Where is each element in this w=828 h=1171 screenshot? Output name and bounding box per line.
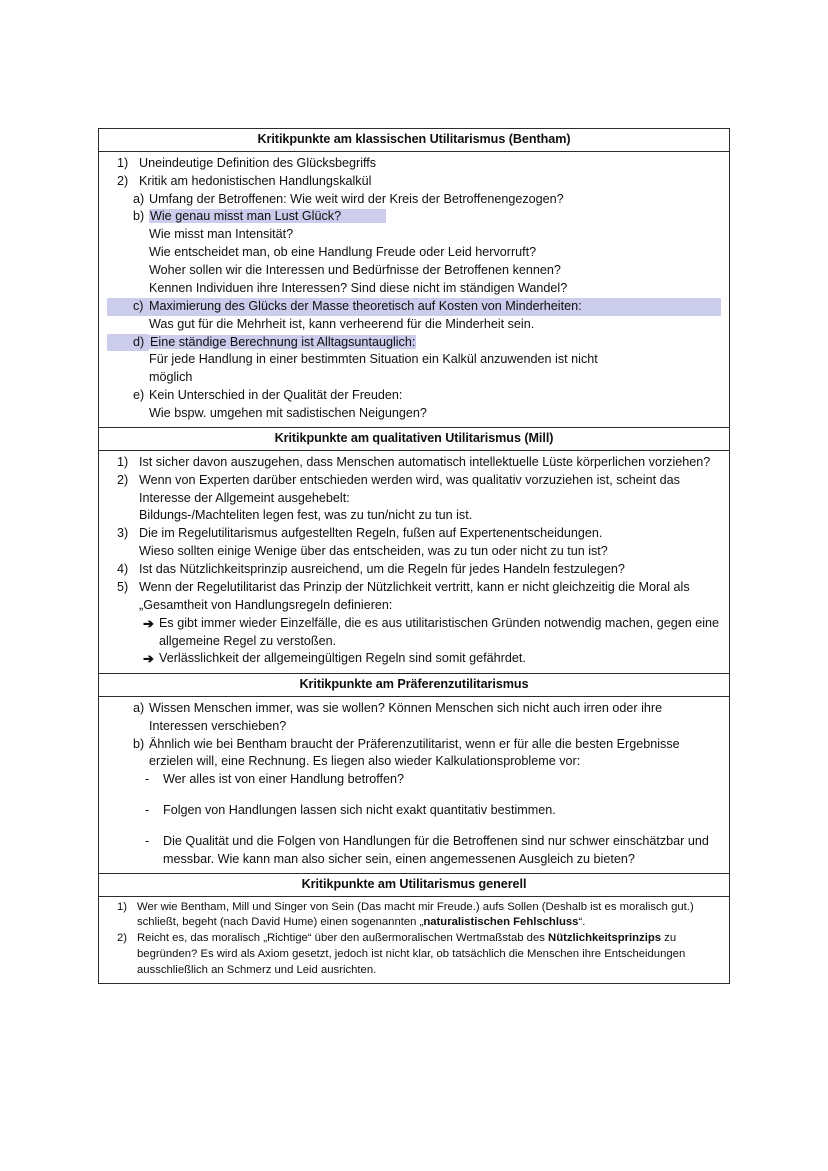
line: vorziehen? <box>648 454 711 469</box>
arrow-right-icon: ➔ <box>143 651 154 667</box>
line: moralisch gut.) schließt, begeht (nach David Hume) einen sogenannten „ <box>137 900 694 929</box>
line: Es gibt immer wieder Einzelfälle, die es aus utilitaristischen Gründen notwendig <box>159 615 602 630</box>
section-mill <box>99 428 729 674</box>
section-header-generell: Kritikpunkte am Utilitarismus generell <box>99 874 729 897</box>
list-item-highlighted <box>107 298 721 316</box>
list-item-dash <box>107 802 721 820</box>
line: zu begründen? Es wird als Axiom gesetzt, jedoch ist nicht klar, ob tatsächlich <box>137 932 677 961</box>
list-marker: b) <box>133 209 145 224</box>
section-body-mill <box>99 451 729 673</box>
line: Ist sicher davon auszugehen, dass Menschen automatisch intellektuelle Lüste körperlichen <box>139 454 646 469</box>
list-text: Ist das Nützlichkeitsprinzip ausreichend, um die Regeln für jedes Handeln festzulegen? <box>139 562 625 577</box>
section-generell <box>99 874 729 983</box>
list-text: Umfang der Betroffenen: Wie weit wird der Kreis der Betroffenengezogen? <box>149 191 564 206</box>
highlight-mark: Wie genau misst man Lust Glück? <box>150 209 342 224</box>
list-item <box>107 155 721 173</box>
list-item-highlighted <box>107 334 721 352</box>
list-text <box>149 208 721 226</box>
continuation-line: Bildungs-/Machteliten legen fest, was zu tun/nicht zu tun ist. <box>139 508 473 523</box>
list-text <box>139 472 721 508</box>
bold-term: naturalistischen <box>423 916 510 929</box>
section-body-bentham <box>99 152 729 427</box>
line: Ähnlich wie bei Bentham braucht der Präferenzutilitarist, wenn er für alle die besten <box>149 736 614 751</box>
list-marker: a) <box>133 700 145 715</box>
list-text: Maximierung des Glücks der Masse theoretisch auf Kosten von Minderheiten: <box>149 298 582 313</box>
line: Reicht es, das moralisch „Richtige“ über den außermoralischen Wertmaßstab des <box>137 932 545 945</box>
list-marker: 2) <box>117 932 128 945</box>
line: Ausgleich zu bieten? <box>518 851 635 866</box>
list-item <box>107 736 721 772</box>
continuation-line: Wieso sollten einige Wenige über das entscheiden, was zu tun oder nicht zu tun ist? <box>139 544 608 559</box>
list-marker: 2) <box>117 173 129 188</box>
line: einschätzbar und messbar. Wie kann man also sicher sein, einen angemessenen <box>163 834 709 866</box>
list-text: Uneindeutige Definition des Glücksbegriffs <box>139 155 377 170</box>
line: die Menschen ihre Entscheidungen ausschließlich an Schmerz und Leid ausrichten. <box>137 948 686 976</box>
list-text: Wer alles ist von einer Handlung betroffen? <box>163 772 405 787</box>
list-marker: b) <box>133 736 145 751</box>
continuation-line: Für jede Handlung in einer bestimmten Situation ein Kalkül anzuwenden ist nicht <box>149 352 598 367</box>
list-marker: 5) <box>117 579 129 594</box>
section-bentham <box>99 129 729 428</box>
list-item <box>107 387 721 405</box>
dash-marker: - <box>145 834 150 849</box>
highlight-mark: Eine ständige Berechnung ist Alltagsuntauglich: <box>150 334 416 349</box>
list-item <box>107 472 721 508</box>
dash-marker: - <box>145 772 150 787</box>
list-item-arrow <box>107 615 721 651</box>
line: machen, gegen eine allgemeine Regel zu verstoßen. <box>159 615 720 648</box>
list-item <box>107 700 721 736</box>
arrow-right-icon: ➔ <box>143 615 154 631</box>
line: Wenn der Regelutilitarist das Prinzip der Nützlichkeit vertritt, kann er nicht gleichzeitig die <box>139 579 636 594</box>
list-item <box>107 931 721 978</box>
continuation-line: Was gut für die Mehrheit ist, kann verheerend für die Minderheit sein. <box>149 316 535 331</box>
list-text <box>149 700 721 736</box>
list-marker: a) <box>133 191 145 206</box>
list-marker: 2) <box>117 472 129 487</box>
list-item-dash <box>107 771 721 789</box>
line: Wenn von Experten darüber entschieden werden wird, was qualitativ vorzuziehen ist, <box>139 472 613 487</box>
list-item <box>107 191 721 209</box>
list-item-highlighted <box>107 208 721 226</box>
section-body-praeferenz <box>99 697 729 873</box>
section-header-mill: Kritikpunkte am qualitativen Utilitarismus (Mill) <box>99 428 729 451</box>
line: Die Qualität und die Folgen von Handlungen für die Betroffenen sind nur schwer <box>163 834 610 849</box>
line: “. <box>578 916 586 929</box>
list-item <box>107 579 721 615</box>
list-item <box>107 561 721 579</box>
list-item <box>107 173 721 191</box>
line: Wer wie Bentham, Mill und Singer von Sein (Das macht mir Freude.) aufs Sollen (Deshalb ist es <box>137 900 617 913</box>
dash-marker: - <box>145 803 150 818</box>
continuation-line: Wie misst man Intensität? <box>149 227 294 242</box>
line: oder ihre Interessen verschieben? <box>149 700 663 733</box>
list-marker: 1) <box>117 454 129 469</box>
continuation-line: Wie entscheidet man, ob eine Handlung Freude oder Leid hervorruft? <box>149 245 537 260</box>
spacer <box>107 820 721 833</box>
continuation-line: Woher sollen wir die Interessen und Bedürfnisse der Betroffenen kennen? <box>149 263 561 278</box>
bold-term: Fehlschluss <box>513 916 579 929</box>
list-text <box>163 833 721 869</box>
list-text: Kritik am hedonistischen Handlungskalkül <box>139 173 372 188</box>
list-item <box>107 900 721 932</box>
continuation-line: Wie bspw. umgehen mit sadistischen Neigungen? <box>149 406 427 421</box>
critique-points-table <box>98 128 730 984</box>
list-text <box>139 579 721 615</box>
section-praeferenz <box>99 674 729 874</box>
list-text <box>149 736 721 772</box>
continuation-line: Kennen Individuen ihre Interessen? Sind diese nicht im ständigen Wandel? <box>149 280 568 295</box>
list-text <box>159 615 721 651</box>
list-text <box>149 334 721 352</box>
list-marker: d) <box>107 334 149 352</box>
section-header-bentham: Kritikpunkte am klassischen Utilitarismus (Bentham) <box>99 129 729 152</box>
list-marker: 1) <box>117 900 128 913</box>
list-item-dash <box>107 833 721 869</box>
list-marker: 4) <box>117 562 129 577</box>
list-text: Die im Regelutilitarismus aufgestellten Regeln, fußen auf Expertenentscheidungen. <box>139 526 603 541</box>
line: Moral als „Gesamtheit von Handlungsregeln definieren: <box>139 579 690 612</box>
list-text: Folgen von Handlungen lassen sich nicht exakt quantitativ bestimmen. <box>163 803 556 818</box>
line: vor: <box>559 754 581 769</box>
line: Ergebnisse erzielen will, eine Rechnung. Es liegen also wieder Kalkulationsprobleme <box>149 736 680 769</box>
spacer <box>107 789 721 802</box>
line: Wissen Menschen immer, was sie wollen? Können Menschen sich nicht auch irren <box>149 700 609 715</box>
continuation-line: möglich <box>149 370 193 385</box>
section-header-praeferenz: Kritikpunkte am Präferenzutilitarismus <box>99 674 729 697</box>
list-text: Kein Unterschied in der Qualität der Freuden: <box>149 388 403 403</box>
section-body-generell <box>99 897 729 983</box>
list-text <box>137 900 721 932</box>
list-marker: 3) <box>117 526 129 541</box>
line: scheint das Interesse der Allgemeint ausgehebelt: <box>139 472 680 505</box>
bold-term: Nützlichkeitsprinzips <box>548 932 662 945</box>
list-text <box>139 454 721 472</box>
list-item-arrow <box>107 650 721 668</box>
list-text: Verlässlichkeit der allgemeingültigen Regeln sind somit gefährdet. <box>159 651 526 666</box>
list-marker: e) <box>133 388 145 403</box>
list-text <box>137 931 721 978</box>
list-item <box>107 454 721 472</box>
list-item <box>107 525 721 543</box>
list-marker: 1) <box>117 155 129 170</box>
list-marker: c) <box>133 298 144 313</box>
highlight-tail <box>342 209 386 223</box>
